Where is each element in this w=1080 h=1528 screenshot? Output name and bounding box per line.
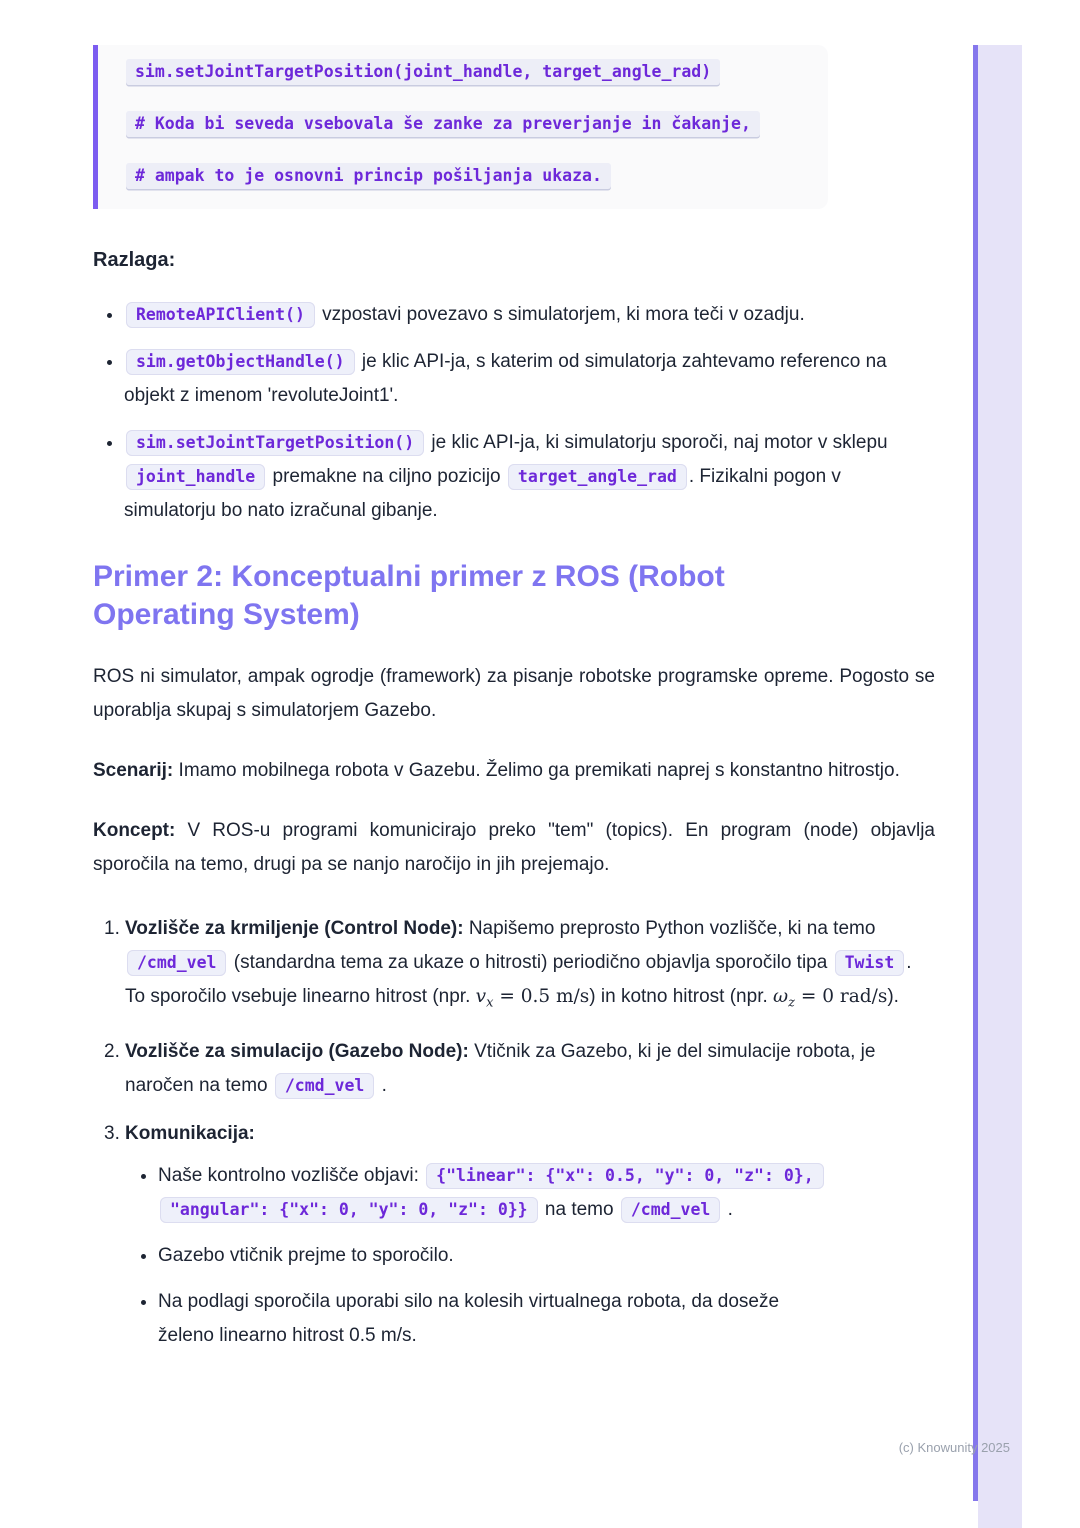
text-run: (standardna tema za ukaze o hitrosti) periodično objavlja sporočilo tipa bbox=[228, 952, 833, 973]
paragraph-intro bbox=[93, 660, 935, 728]
razlaga-heading: Razlaga: bbox=[93, 249, 176, 271]
list-item-text bbox=[125, 918, 912, 1011]
code-comment-line: # ampak to je osnovni princip pošiljanja ukaza. bbox=[126, 163, 611, 189]
text-run: Gazebo vtičnik prejme to sporočilo. bbox=[158, 1244, 454, 1266]
text-run: Vtičnik za Gazebo, ki je del simulacije robota, je naročen na temo bbox=[125, 1040, 876, 1096]
code-line-row bbox=[126, 111, 804, 137]
paragraph-scenarij bbox=[93, 754, 935, 788]
math-expression: $\omega_z = 0$ rad/s bbox=[773, 986, 888, 1011]
bullet-item bbox=[124, 345, 935, 413]
text-run: . To sporočilo vsebuje linearno hitrost (npr. bbox=[125, 952, 912, 1007]
inline-code: sim.getObjectHandle() bbox=[126, 349, 355, 375]
inline-code: /cmd_vel bbox=[275, 1073, 374, 1099]
code-line-row bbox=[126, 163, 804, 189]
bullet-item bbox=[124, 298, 935, 332]
text-run: ROS ni simulator, ampak ogrodje (framework) za pisanje robotske programske opreme. Pogosto se uporablja skupaj s simulatorjem Gazebo. bbox=[93, 666, 935, 721]
sub-bullet-item bbox=[158, 1159, 825, 1227]
inline-code: sim.setJointTargetPosition() bbox=[126, 430, 424, 456]
inline-code: Twist bbox=[835, 950, 905, 976]
math-expression: $v_x = 0.5$ m/s bbox=[475, 986, 590, 1011]
inline-code: target_angle_rad bbox=[508, 464, 687, 490]
section-heading: Primer 2: Konceptualni primer z ROS (Robot Operating System) bbox=[93, 560, 725, 631]
inline-code: joint_handle bbox=[126, 464, 265, 490]
paragraph-koncept bbox=[93, 814, 935, 882]
code-line-row bbox=[126, 59, 804, 85]
bullet-item bbox=[124, 426, 935, 528]
text-run: je klic API-ja, ki simulatorju sporoči, naj motor v sklepu bbox=[426, 432, 888, 453]
inline-code: RemoteAPIClient() bbox=[126, 302, 315, 328]
text-run: ). bbox=[887, 986, 899, 1007]
page-edge-bar bbox=[978, 45, 1022, 1528]
bold-text: Komunikacija: bbox=[125, 1122, 255, 1144]
copyright-watermark: (c) Knowunity 2025 bbox=[898, 1440, 1010, 1455]
bold-text: Vozlišče za krmiljenje (Control Node): bbox=[125, 918, 464, 939]
list-item-text bbox=[125, 1123, 255, 1144]
text-run: . Fizikalni pogon v simulatorju bo nato izračunal gibanje. bbox=[124, 466, 841, 521]
text-run: . bbox=[722, 1198, 733, 1220]
text-run: Imamo mobilnega robota v Gazebu. Želimo ga premikati naprej s konstantno hitrostjo. bbox=[173, 760, 900, 781]
list-item-text bbox=[125, 1041, 875, 1096]
inline-code: /cmd_vel bbox=[621, 1197, 720, 1223]
text-run: Napišemo preprosto Python vozlišče, ki na temo bbox=[463, 918, 876, 939]
list-number: 3. bbox=[104, 1122, 120, 1144]
text-run: ) in kotno hitrost (npr. bbox=[589, 986, 774, 1007]
code-line: sim.setJointTargetPosition(joint_handle, target_angle_rad) bbox=[126, 59, 720, 85]
bold-text: Koncept: bbox=[93, 820, 176, 841]
sub-bullet-list bbox=[125, 1159, 825, 1353]
text-run: vzpostavi povezavo s simulatorjem, ki mora teči v ozadju. bbox=[316, 304, 805, 325]
text-run: premakne na ciljno pozicijo bbox=[267, 466, 506, 487]
list-number: 2. bbox=[104, 1040, 120, 1062]
code-comment-line: # Koda bi seveda vsebovala še zanke za preverjanje in čakanje, bbox=[126, 111, 760, 137]
numbered-item bbox=[104, 912, 935, 1021]
inline-code: /cmd_vel bbox=[127, 950, 226, 976]
numbered-item bbox=[104, 1035, 935, 1103]
explanation-bullet-list bbox=[93, 298, 935, 528]
code-block bbox=[93, 45, 828, 209]
list-number: 1. bbox=[104, 918, 120, 939]
inline-code: {"linear": {"x": 0.5, "y": 0, "z": 0}, "angular": {"x": 0, "y": 0, "z": 0}} bbox=[160, 1163, 824, 1223]
bold-text: Vozlišče za simulacijo (Gazebo Node): bbox=[125, 1040, 469, 1062]
text-run: Na podlagi sporočila uporabi silo na kolesih virtualnega robota, da doseže želeno linearno hitrost 0.5 m/s. bbox=[158, 1290, 780, 1346]
text-run: V ROS-u programi komunicirajo preko "tem" (topics). En program (node) objavlja sporočila na temo, drugi pa se nanjo naročijo in jih prejemajo. bbox=[93, 820, 935, 875]
text-run: na temo bbox=[539, 1198, 619, 1220]
bold-text: Scenarij: bbox=[93, 760, 174, 781]
text-run: Naše kontrolno vozlišče objavi: bbox=[158, 1164, 425, 1186]
sub-bullet-item bbox=[158, 1239, 825, 1273]
sub-bullet-item bbox=[158, 1285, 825, 1353]
text-run: je klic API-ja, s katerim od simulatorja zahtevamo referenco na objekt z imenom 'revoluteJoint1'. bbox=[124, 351, 887, 406]
text-run: . bbox=[376, 1074, 387, 1096]
numbered-list bbox=[93, 912, 935, 1353]
numbered-item bbox=[104, 1117, 935, 1353]
